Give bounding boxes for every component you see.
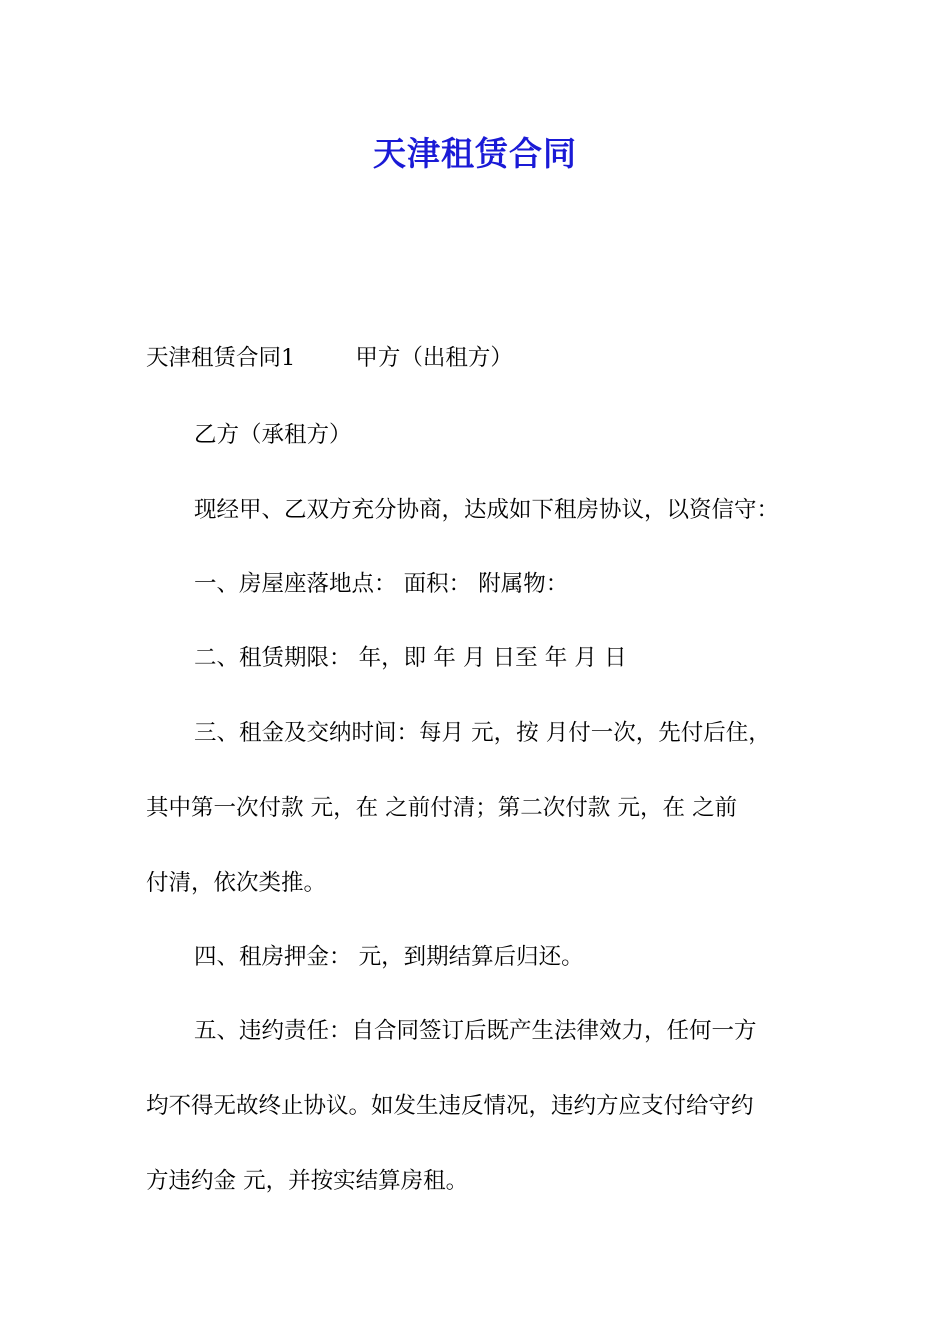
clause-5-line-1: 五、违约责任：自合同签订后既产生法律效力，任何一方 [194, 1018, 757, 1044]
party-a: 甲方（出租方） [355, 345, 513, 371]
clause-5-line-3: 方违约金 元，并按实结算房租。 [146, 1168, 469, 1194]
heading-line [146, 343, 513, 373]
clause-3-line-3: 付清，依次类推。 [146, 870, 327, 896]
clause-2-term: 二、租赁期限： 年，即 年 月 日至 年 月 日 [194, 645, 627, 671]
clause-3-line-2: 其中第一次付款 元，在 之前付清；第二次付款 元，在 之前 [146, 795, 738, 821]
intro-paragraph: 现经甲、乙双方充分协商，达成如下租房协议，以资信守： [194, 497, 780, 523]
clause-5-line-2: 均不得无故终止协议。如发生违反情况，违约方应支付给守约 [146, 1093, 754, 1119]
clause-4-deposit: 四、租房押金： 元，到期结算后归还。 [194, 944, 584, 970]
contract-name: 天津租赁合同1 [146, 345, 296, 371]
document-title: 天津租赁合同 [373, 134, 577, 173]
clause-3-line-1: 三、租金及交纳时间：每月 元，按 月付一次，先付后住， [194, 720, 771, 746]
clause-1-location: 一、房屋座落地点： 面积： 附属物： [194, 571, 569, 597]
party-b: 乙方（承租方） [194, 422, 352, 448]
